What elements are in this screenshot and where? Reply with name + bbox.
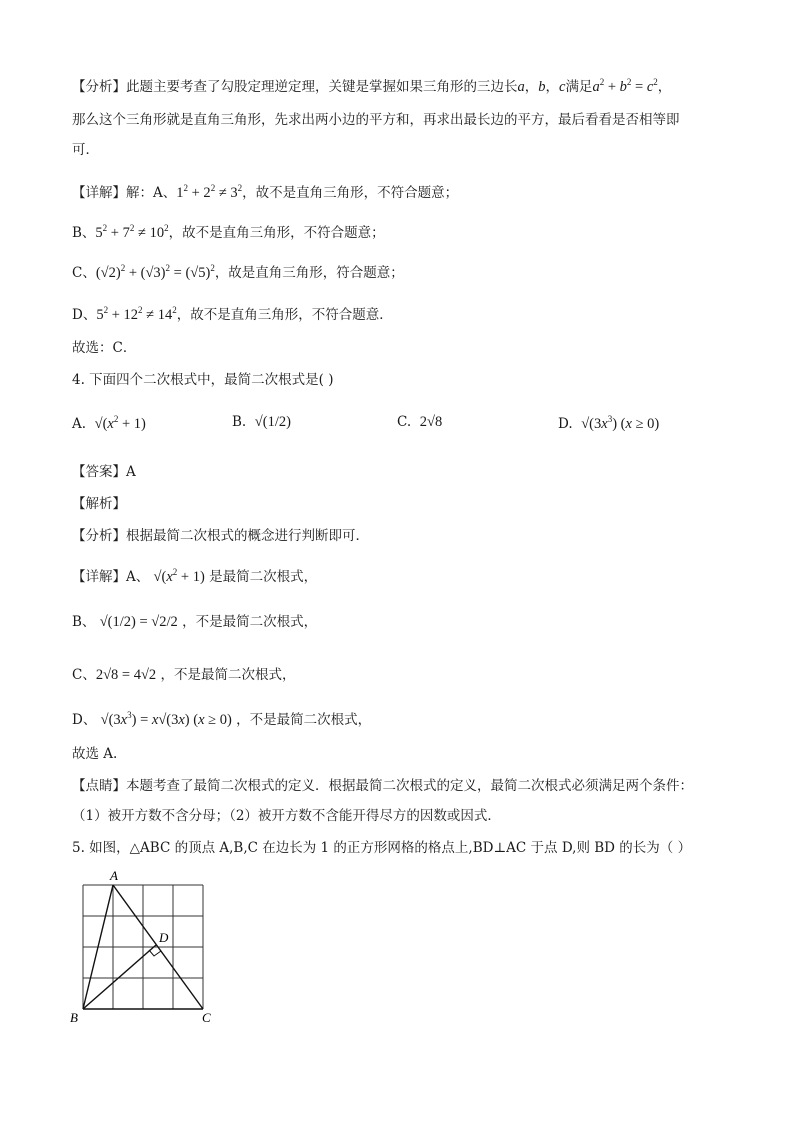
option-b: B. √(1/2): [232, 414, 291, 430]
detail-4-d: D、 $√(3x^3) = x√(3x) (x \ge 0)$ ，不是最简二次根式，: [72, 710, 372, 728]
label-b: B: [70, 1010, 78, 1025]
option-d: D. $√(3x^3) (x \ge 0)$: [558, 414, 660, 432]
commentary-1: 【点睛】本题考查了最简二次根式的定义．根据最简二次根式的定义，最简二次根式必须满足两个条件：: [72, 778, 693, 794]
answer-label: 【答案】A: [72, 464, 136, 480]
label-c: C: [202, 1010, 211, 1025]
label-d: D: [159, 930, 169, 945]
triangle-grid-figure: [60, 860, 230, 1025]
analysis-line-2: 那么这个三角形就是直角三角形，先求出两小边的平方和，再求出最长边的平方，最后看看是否相等即: [72, 112, 680, 128]
grid: [83, 885, 203, 1009]
detail-line-c: C、$(√2)^2 + (√3)^2 = (√5)^2$，故是直角三角形，符合题意；: [72, 263, 404, 281]
detail-4-c: C、2√8 = 4√2 ，不是最简二次根式，: [72, 667, 296, 683]
option-c: C. 2√8: [397, 414, 443, 430]
commentary-2: （1）被开方数不含分母；（2）被开方数不含能开得尽方的因数或因式．: [72, 808, 501, 824]
detail-4-b: B、 √(1/2) = √2/2 ，不是最简二次根式，: [72, 614, 318, 630]
detail-line-a: 【详解】解：A、$1^2 + 2^2 \ne 3^2$，故不是直角三角形，不符合题意；: [72, 183, 459, 201]
choose-c: 故选：C．: [72, 340, 137, 356]
analysis-line-3: 可．: [72, 142, 99, 158]
question-4: 4. 下面四个二次根式中，最简二次根式是( ): [72, 372, 334, 388]
analysis-4: 【分析】根据最简二次根式的概念进行判断即可．: [72, 528, 369, 544]
option-a: A. $√(x^2 + 1)$: [72, 414, 146, 432]
question-5: 5. 如图，△ABC 的顶点 A,B,C 在边长为 1 的正方形网格的格点上,BD⊥AC 于点 D,则 BD 的长为（ ）: [72, 840, 692, 856]
detail-line-b: B、$5^2 + 7^2 \ne 10^2$，故不是直角三角形，不符合题意；: [72, 223, 385, 241]
detail-4-a: 【详解】A、 $√(x^2 + 1)$ 是最简二次根式，: [72, 567, 318, 585]
label-a: A: [110, 868, 118, 883]
detail-line-d: D、$5^2 + 12^2 \ne 14^2$，故不是直角三角形，不符合题意．: [72, 305, 393, 323]
analysis-line-1: 【分析】此题主要考查了勾股定理逆定理，关键是掌握如果三角形的三边长a，b，c满足$a^2 + b^2 = c^2$，: [72, 77, 672, 95]
segment-bd: [83, 945, 156, 1009]
choose-a: 故选 A.: [72, 746, 118, 762]
analysis-heading: 【解析】: [72, 496, 126, 512]
